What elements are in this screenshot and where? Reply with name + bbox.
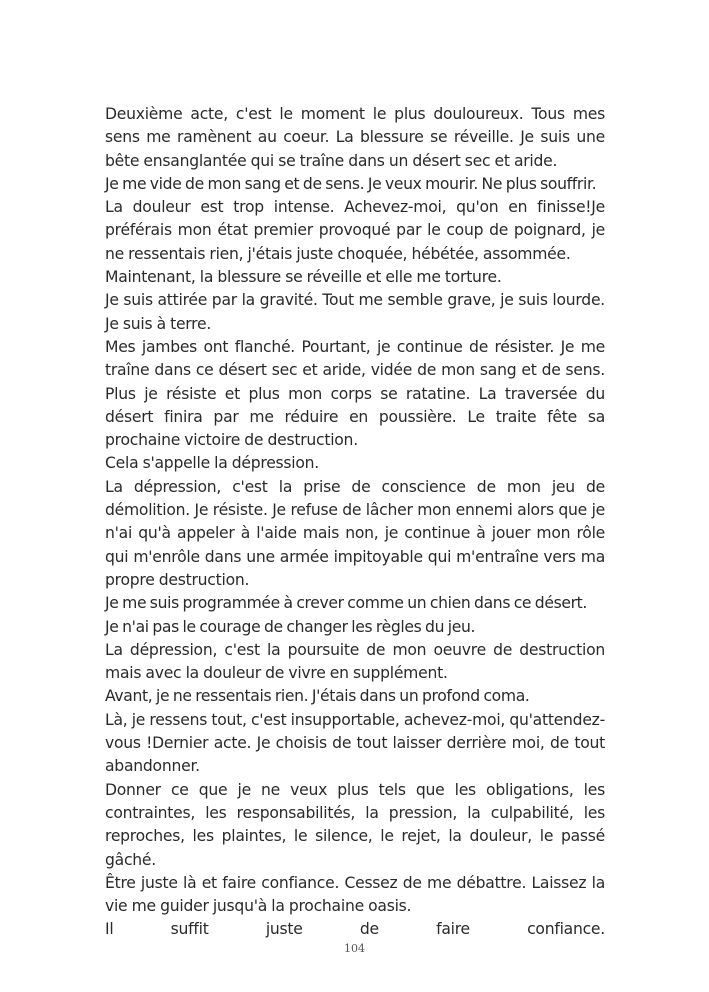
page-number: 104: [344, 942, 365, 955]
paragraph: Là, je ressens tout, c'est insupportable, achevez-moi, qu'attendez-vous !Dernier acte. Je choisis de tout laisser derrière moi, de tout abandonner.: [105, 710, 605, 776]
paragraph: Mes jambes ont flanché. Pourtant, je continue de résister. Je me traîne dans ce désert sec et aride, vidée de mon sang et de sens. Plus je résiste et plus mon corps se ratatine. La traversée du désert finira par me réduire en poussière. Le traite fête sa prochaine victoire de destruction.: [105, 337, 605, 450]
paragraph: Je me vide de mon sang et de sens. Je veux mourir. Ne plus souffrir.: [105, 174, 597, 193]
paragraph: Je n'ai pas le courage de changer les règles du jeu.: [105, 617, 476, 636]
body-text: [105, 103, 605, 942]
paragraph: La douleur est trop intense. Achevez-moi, qu'on en finisse!Je préférais mon état premier provoqué par le coup de poignard, je ne ressentais rien, j'étais juste choquée, hébétée, assommée.: [105, 198, 605, 263]
paragraph: La dépression, c'est la prise de conscience de mon jeu de démolition. Je résiste. Je refuse de lâcher mon ennemi alors que je n'ai qu'à appeler à l'aide mais non, je continue à jouer mon rôle qui m'enrôle dans une armée impitoyable qui m'entraîne vers ma propre destruction.: [105, 477, 605, 589]
paragraph: La dépression, c'est la poursuite de mon oeuvre de destruction mais avec la douleur de vivre en supplément.: [105, 640, 605, 683]
paragraph: Je suis attirée par la gravité. Tout me semble grave, je suis lourde. Je suis à terre.: [105, 291, 605, 333]
paragraph: Donner ce que je ne veux plus tels que les obligations, les contraintes, les responsabilités, la pression, la culpabilité, les reproches, les plaintes, le silence, le rejet, la douleur, le passé gâché.: [105, 780, 605, 869]
paragraph: Deuxième acte, c'est le moment le plus douloureux. Tous mes sens me ramènent au coeur. La blessure se réveille. Je suis une bête ensanglantée qui se traîne dans un désert sec et aride.: [105, 105, 605, 170]
paragraph: Avant, je ne ressentais rien. J'étais dans un profond coma.: [105, 687, 530, 706]
paragraph: Être juste là et faire confiance. Cessez de me débattre. Laissez la vie me guider jusqu'à la prochaine oasis.: [105, 873, 605, 916]
paragraph: Je me suis programmée à crever comme un chien dans ce désert.: [105, 594, 588, 613]
paragraph: Maintenant, la blessure se réveille et elle me torture.: [105, 268, 502, 287]
paragraph: Il suffit juste de faire confiance.: [105, 920, 605, 939]
paragraph: Cela s'appelle la dépression.: [105, 454, 320, 473]
